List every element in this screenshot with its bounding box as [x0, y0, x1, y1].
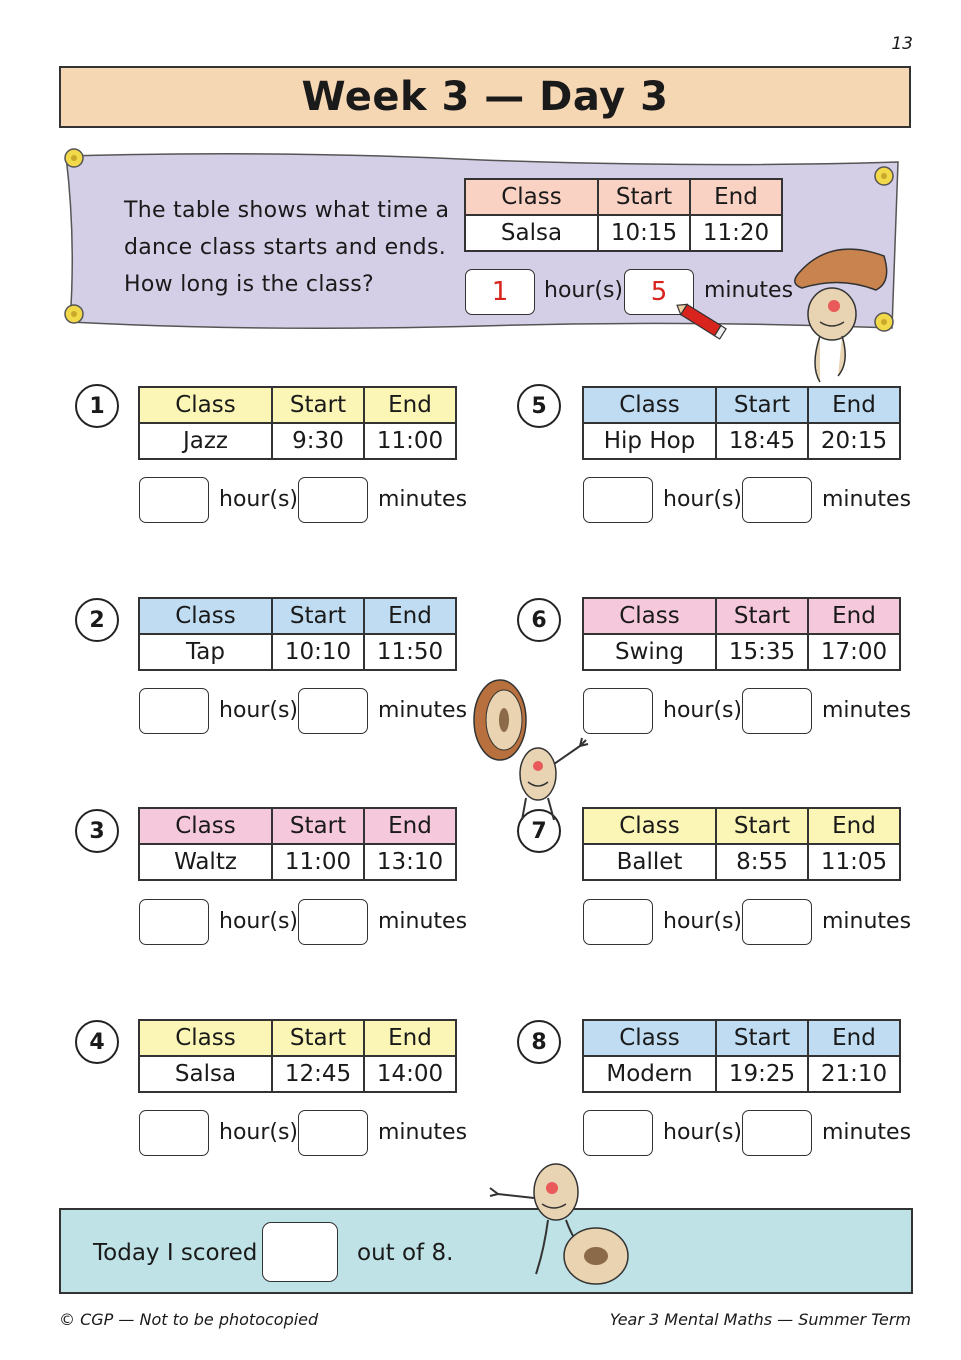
header-end: End — [364, 1020, 456, 1056]
example-minutes-answer: 5 — [624, 269, 694, 315]
end-time: 11:50 — [364, 634, 456, 670]
class-name: Salsa — [139, 1056, 272, 1092]
header-class: Class — [583, 808, 716, 844]
hours-answer-box[interactable] — [139, 899, 209, 945]
header-end: End — [808, 1020, 900, 1056]
header-start: Start — [272, 1020, 364, 1056]
header-end: End — [364, 598, 456, 634]
minutes-answer-box[interactable] — [742, 899, 812, 945]
header-class: Class — [583, 1020, 716, 1056]
example-table — [464, 178, 783, 252]
end-time: 14:00 — [364, 1056, 456, 1092]
minutes-label: minutes — [822, 909, 912, 934]
end-time: 11:20 — [690, 215, 782, 251]
header-end: End — [808, 808, 900, 844]
question-number: 2 — [75, 598, 119, 642]
hours-answer-box[interactable] — [139, 1110, 209, 1156]
header-end: End — [808, 387, 900, 423]
footer-copyright: © CGP — Not to be photocopied — [59, 1310, 319, 1329]
start-time: 19:25 — [716, 1056, 808, 1092]
hours-label: hour(s) — [663, 1120, 743, 1145]
title-bar — [59, 66, 911, 128]
class-name: Hip Hop — [583, 423, 716, 459]
header-class: Class — [139, 1020, 272, 1056]
question-number: 1 — [75, 384, 119, 428]
sitting-mushroom-mascot-icon — [478, 1150, 638, 1290]
mushroom-mascot-icon — [780, 236, 900, 386]
pin-icon — [60, 300, 90, 330]
example-hours-answer: 1 — [465, 269, 535, 315]
header-end: End — [808, 598, 900, 634]
minutes-answer-box[interactable] — [298, 477, 368, 523]
question-table — [138, 597, 457, 671]
minutes-label: minutes — [822, 487, 912, 512]
start-time: 18:45 — [716, 423, 808, 459]
footer-book-title: Year 3 Mental Maths — Summer Term — [609, 1310, 911, 1329]
question-table — [582, 386, 901, 460]
question-number: 5 — [517, 384, 561, 428]
start-time: 9:30 — [272, 423, 364, 459]
class-name: Swing — [583, 634, 716, 670]
class-name: Jazz — [139, 423, 272, 459]
question-table — [138, 1019, 457, 1093]
end-time: 20:15 — [808, 423, 900, 459]
class-name: Waltz — [139, 844, 272, 880]
end-time: 21:10 — [808, 1056, 900, 1092]
header-start: Start — [272, 598, 364, 634]
pin-icon — [870, 162, 900, 192]
pin-icon — [60, 144, 90, 174]
minutes-answer-box[interactable] — [298, 688, 368, 734]
minutes-answer-box[interactable] — [298, 899, 368, 945]
header-class: Class — [139, 808, 272, 844]
hours-answer-box[interactable] — [583, 477, 653, 523]
hours-label: hour(s) — [544, 278, 624, 303]
end-time: 13:10 — [364, 844, 456, 880]
hours-label: hour(s) — [219, 1120, 299, 1145]
minutes-label: minutes — [378, 698, 468, 723]
end-time: 17:00 — [808, 634, 900, 670]
score-suffix: out of 8. — [357, 1240, 454, 1266]
hours-answer-box[interactable] — [139, 477, 209, 523]
example-question — [124, 192, 454, 303]
header-start: Start — [272, 808, 364, 844]
minutes-label: minutes — [378, 909, 468, 934]
hours-answer-box[interactable] — [583, 899, 653, 945]
start-time: 11:00 — [272, 844, 364, 880]
example-line: How long is the class? — [124, 272, 375, 297]
start-time: 10:15 — [598, 215, 690, 251]
header-class: Class — [583, 387, 716, 423]
minutes-answer-box[interactable] — [298, 1110, 368, 1156]
question-table — [582, 1019, 901, 1093]
class-name: Ballet — [583, 844, 716, 880]
hours-label: hour(s) — [663, 487, 743, 512]
minutes-answer-box[interactable] — [742, 1110, 812, 1156]
minutes-answer-box[interactable] — [742, 688, 812, 734]
header-start: Start — [716, 598, 808, 634]
score-input-box[interactable] — [262, 1222, 338, 1282]
hours-answer-box[interactable] — [139, 688, 209, 734]
header-class: Class — [583, 598, 716, 634]
question-table — [582, 597, 901, 671]
page-number: 13 — [891, 34, 913, 54]
class-name: Tap — [139, 634, 272, 670]
question-number: 3 — [75, 809, 119, 853]
header-start: Start — [598, 179, 690, 215]
header-end: End — [364, 808, 456, 844]
header-start: Start — [716, 1020, 808, 1056]
header-class: Class — [465, 179, 598, 215]
hours-label: hour(s) — [663, 909, 743, 934]
question-number: 4 — [75, 1020, 119, 1064]
question-table — [138, 386, 457, 460]
start-time: 8:55 — [716, 844, 808, 880]
example-line: dance class starts and ends. — [124, 235, 446, 260]
header-start: Start — [716, 387, 808, 423]
end-time: 11:00 — [364, 423, 456, 459]
hours-label: hour(s) — [663, 698, 743, 723]
waving-mushroom-mascot-icon — [468, 676, 598, 826]
hours-label: hour(s) — [219, 909, 299, 934]
start-time: 12:45 — [272, 1056, 364, 1092]
example-line: The table shows what time a — [124, 198, 450, 223]
question-number: 6 — [517, 598, 561, 642]
minutes-label: minutes — [822, 1120, 912, 1145]
page-title: Week 3 — Day 3 — [301, 74, 669, 120]
question-table — [138, 807, 457, 881]
class-name: Salsa — [465, 215, 598, 251]
minutes-label: minutes — [378, 487, 468, 512]
header-end: End — [690, 179, 782, 215]
class-name: Modern — [583, 1056, 716, 1092]
minutes-answer-box[interactable] — [742, 477, 812, 523]
minutes-label: minutes — [704, 278, 794, 303]
header-class: Class — [139, 598, 272, 634]
question-number: 8 — [517, 1020, 561, 1064]
start-time: 15:35 — [716, 634, 808, 670]
pencil-icon — [672, 302, 732, 342]
minutes-label: minutes — [822, 698, 912, 723]
hours-label: hour(s) — [219, 698, 299, 723]
question-number: 7 — [517, 809, 561, 853]
end-time: 11:05 — [808, 844, 900, 880]
question-table — [582, 807, 901, 881]
minutes-label: minutes — [378, 1120, 468, 1145]
start-time: 10:10 — [272, 634, 364, 670]
header-start: Start — [272, 387, 364, 423]
header-class: Class — [139, 387, 272, 423]
score-prefix: Today I scored — [93, 1240, 258, 1266]
header-end: End — [364, 387, 456, 423]
hours-label: hour(s) — [219, 487, 299, 512]
header-start: Start — [716, 808, 808, 844]
